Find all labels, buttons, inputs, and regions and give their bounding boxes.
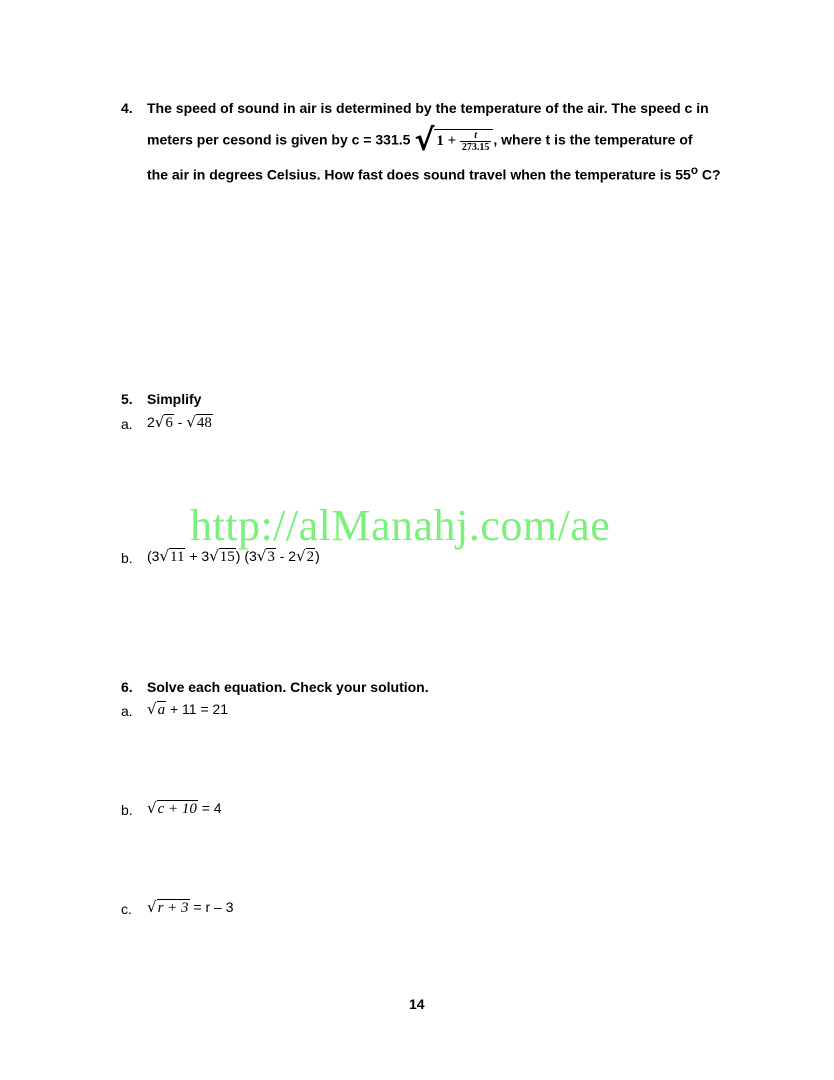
question-4-line-2-text: meters per cesond is given by c = 331.5 — [147, 131, 411, 148]
radical: √6 — [154, 413, 173, 431]
expression-text: + 3 — [185, 548, 210, 564]
question-6c-equation — [147, 898, 234, 917]
page-number: 14 — [409, 996, 425, 1012]
question-5a-label: a. — [121, 416, 133, 432]
radical: √3 — [256, 547, 275, 565]
radical: √48 — [186, 413, 212, 431]
question-6c-label: c. — [121, 901, 132, 917]
radicand: a — [157, 702, 166, 718]
question-6b-equation — [147, 799, 222, 818]
radicand: 11 — [170, 549, 185, 565]
radical-sign: √ — [414, 123, 435, 158]
radical: √c + 10 — [147, 799, 197, 817]
question-5-title: Simplify — [147, 391, 202, 407]
expression-text: - 2 — [275, 548, 297, 564]
expression-text: (3 — [147, 548, 160, 564]
radicand: c + 10 — [157, 801, 197, 817]
operator: - — [173, 414, 187, 430]
radicand: 2 — [306, 549, 315, 565]
radicand: r + 3 — [157, 900, 189, 916]
radicand: 48 — [196, 415, 212, 431]
equation-text: = r – 3 — [189, 899, 234, 915]
question-6a-equation — [147, 700, 228, 719]
degree-superscript: o — [690, 164, 698, 177]
question-6-number: 6. — [121, 679, 133, 695]
question-4-line-3 — [147, 164, 721, 183]
question-6a-label: a. — [121, 703, 133, 719]
fraction-numerator: t — [460, 130, 492, 142]
radical: √2 — [296, 547, 315, 565]
radical: √11 — [159, 547, 185, 565]
radical: √15 — [209, 547, 235, 565]
question-6-title: Solve each equation. Check your solution. — [147, 679, 429, 695]
radical-one: 1 + — [436, 132, 457, 149]
question-4-line-1: The speed of sound in air is determined by the temperature of the air. The speed c in — [147, 100, 709, 116]
radical-content — [434, 129, 493, 153]
watermark: http://alManahj.com/ae — [190, 501, 611, 550]
coefficient: 2 — [147, 414, 155, 430]
question-4-line-3-text: the air in degrees Celsius. How fast does sound travel when the temperature is 55 — [147, 166, 691, 183]
equation-text: = 4 — [197, 800, 222, 816]
radical: √r + 3 — [147, 898, 189, 916]
question-4-line-2 — [147, 123, 693, 158]
radicand: 15 — [219, 549, 235, 565]
radical: √a — [147, 700, 166, 718]
radicand: 3 — [267, 549, 275, 565]
question-4-line-2-tail: , where t is the temperature of — [493, 131, 693, 148]
fraction — [460, 130, 492, 153]
question-4-number: 4. — [121, 100, 133, 116]
question-5a-expression — [147, 413, 213, 432]
fraction-denominator: 273.15 — [461, 142, 490, 153]
radicand: 6 — [165, 415, 173, 431]
equation-text: + 11 = 21 — [166, 701, 229, 717]
speed-formula-radical — [414, 123, 493, 158]
expression-text: ) — [315, 548, 320, 564]
question-5-number: 5. — [121, 391, 133, 407]
question-6b-label: b. — [121, 802, 133, 818]
question-4-line-3-tail: C? — [697, 166, 721, 183]
question-5b-label: b. — [121, 550, 133, 566]
expression-text: ) (3 — [235, 548, 257, 564]
